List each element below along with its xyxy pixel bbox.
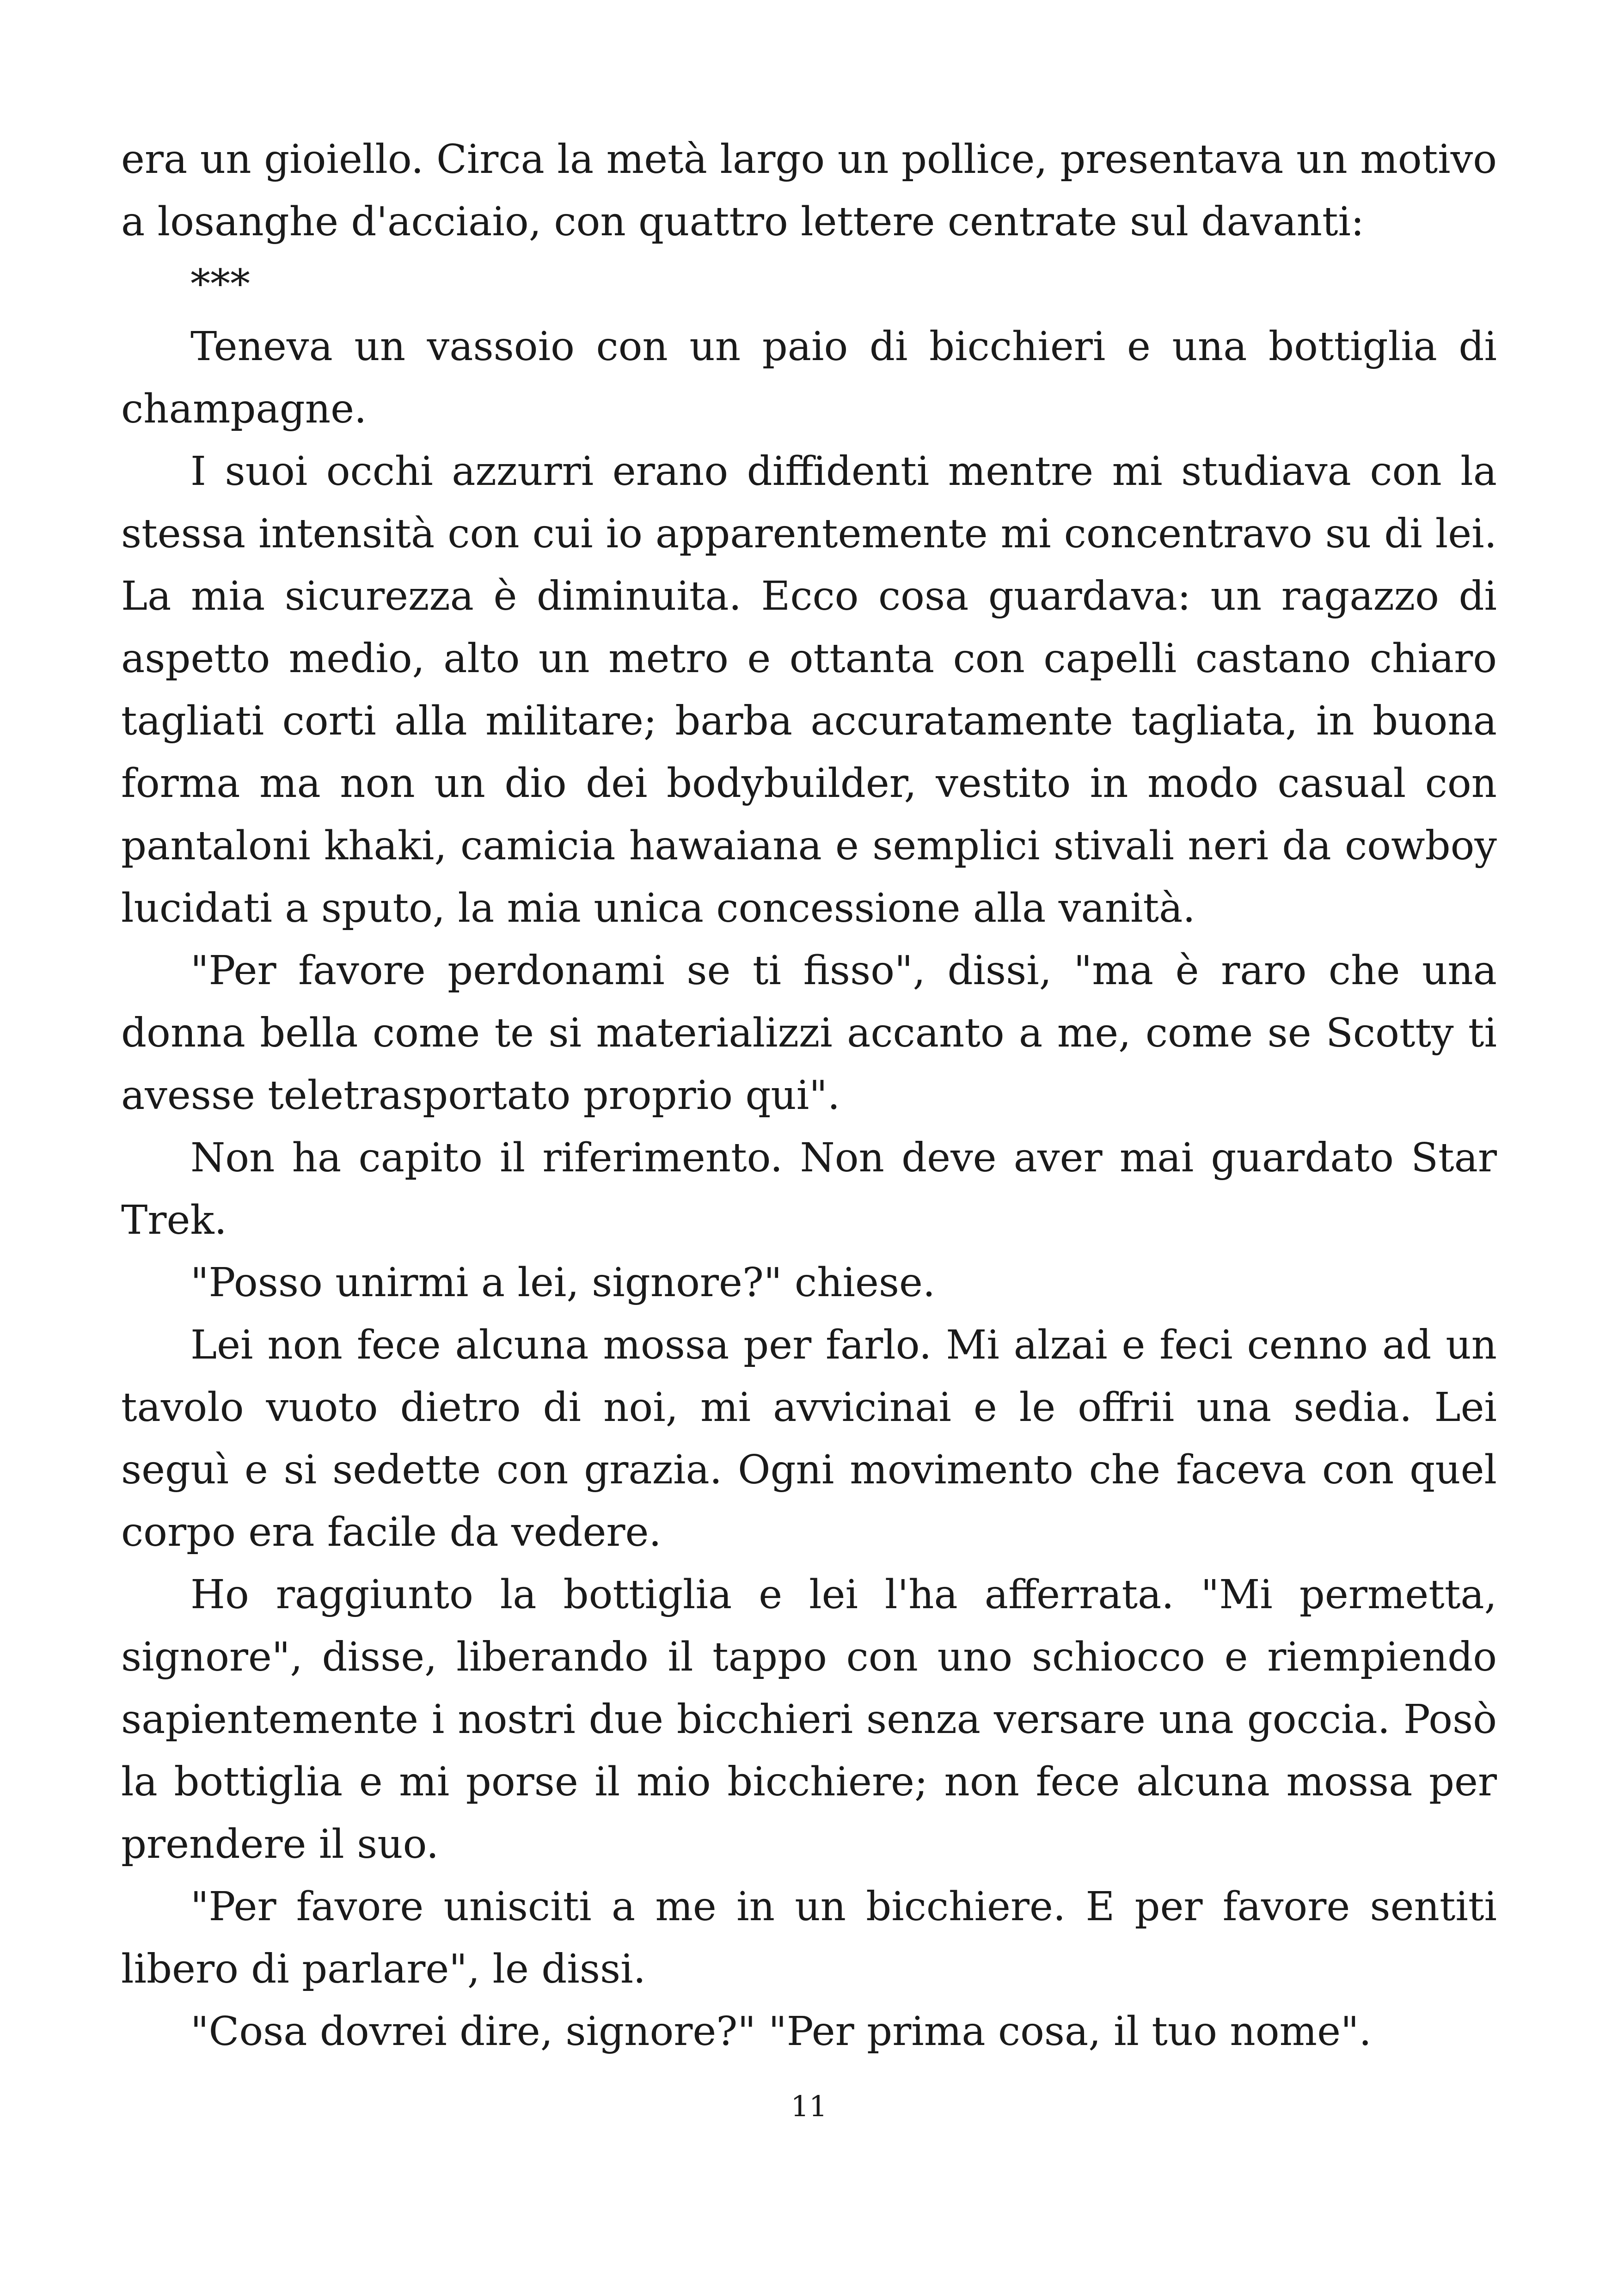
paragraph: "Posso unirmi a lei, signore?" chiese. — [190, 1260, 936, 1306]
paragraph: Non ha capito il riferimento. Non deve aver mai guardato Star Trek. — [121, 1135, 1497, 1243]
section-break: *** — [190, 261, 250, 307]
body-text — [121, 129, 1497, 2063]
paragraph: I suoi occhi azzurri erano diffidenti mentre mi studiava con la stessa intensità con cui io apparentemente mi concentravo su di lei. La mia sicurezza è diminuita. Ecco cosa guardava: un ragazzo di aspetto medio, alto un metro e ottanta con capelli castano chiaro tagliati corti alla militare; barba accuratamente tagliata, in buona forma ma non un dio dei bodybuilder, vestito in modo casual con pantaloni khaki, camicia hawaiana e semplici stivali neri da cowboy lucidati a sputo, la mia unica concessione alla vanità. — [121, 448, 1497, 931]
paragraph: Teneva un vassoio con un paio di bicchieri e una bottiglia di champagne. — [121, 324, 1497, 432]
paragraph: "Per favore unisciti a me in un bicchiere. E per favore sentiti libero di parlare", le dissi. — [121, 1884, 1497, 1992]
paragraph: Ho raggiunto la bottiglia e lei l'ha afferrata. "Mi permetta, signore", disse, liberando il tappo con uno schiocco e riempiendo sapientemente i nostri due bicchieri senza versare una goccia. Posò la bottiglia e mi porse il mio bicchiere; non fece alcuna mossa per prendere il suo. — [121, 1572, 1497, 1867]
page-number: 11 — [791, 2089, 827, 2123]
paragraph: "Per favore perdonami se ti fisso", dissi, "ma è raro che una donna bella come te si materializzi accanto a me, come se Scotty ti avesse teletrasportato proprio qui". — [121, 948, 1497, 1119]
paragraph: Lei non fece alcuna mossa per farlo. Mi alzai e feci cenno ad un tavolo vuoto dietro di noi, mi avvicinai e le offrii una sedia. Lei seguì e si sedette con grazia. Ogni movimento che faceva con quel corpo era facile da vedere. — [121, 1322, 1497, 1555]
paragraph: "Cosa dovrei dire, signore?" "Per prima cosa, il tuo nome". — [190, 2008, 1372, 2055]
paragraph: era un gioiello. Circa la metà largo un pollice, presentava un motivo a losanghe d'acciaio, con quattro lettere centrate sul davanti: — [121, 136, 1497, 245]
